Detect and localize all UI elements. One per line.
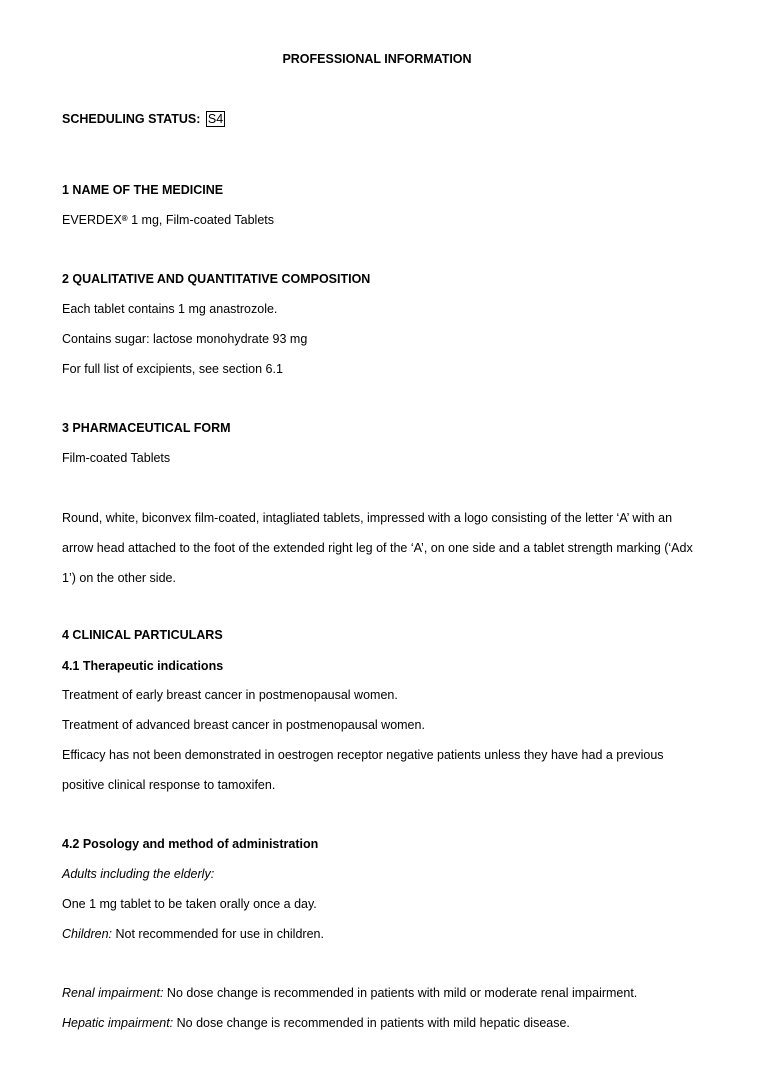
hepatic-impairment [62, 1015, 570, 1031]
indication-line: Treatment of early breast cancer in postmenopausal women. [62, 688, 398, 702]
form-description-line: arrow head attached to the foot of the extended right leg of the ‘A’, on one side and a tablet strength marking (‘Adx [62, 541, 693, 555]
renal-impairment [62, 985, 637, 1001]
indication-line: positive clinical response to tamoxifen. [62, 778, 276, 792]
brand-name: EVERDEX [62, 213, 122, 227]
indication-line: Treatment of advanced breast cancer in postmenopausal women. [62, 718, 425, 732]
page-title: PROFESSIONAL INFORMATION [282, 52, 472, 66]
children-label: Children: [62, 927, 113, 941]
scheduling-value: S4 [207, 112, 224, 126]
section-3-heading: 3 PHARMACEUTICAL FORM [62, 421, 231, 435]
renal-label: Renal impairment: [62, 986, 164, 1000]
pharmaceutical-form: Film-coated Tablets [62, 451, 171, 465]
form-description-line: Round, white, biconvex film-coated, intagliated tablets, impressed with a logo consisting of the letter ‘A’ with an [62, 511, 673, 525]
registered-mark: ® [121, 214, 128, 223]
composition-line: Each tablet contains 1 mg anastrozole. [62, 302, 278, 316]
section-4-heading: 4 CLINICAL PARTICULARS [62, 628, 223, 642]
section-4-2-heading: 4.2 Posology and method of administration [62, 837, 319, 851]
composition-line: For full list of excipients, see section 6.1 [62, 362, 283, 376]
renal-text: No dose change is recommended in patients with mild or moderate renal impairment. [163, 986, 638, 1000]
adults-label: Adults including the elderly: [62, 867, 215, 881]
medicine-name-rest: 1 mg, Film-coated Tablets [127, 213, 275, 227]
section-4-1-heading: 4.1 Therapeutic indications [62, 659, 224, 673]
scheduling-status [62, 111, 225, 127]
children-text: Not recommended for use in children. [112, 927, 324, 941]
section-2-heading: 2 QUALITATIVE AND QUANTITATIVE COMPOSITION [62, 272, 371, 286]
medicine-name [62, 212, 274, 228]
indication-line: Efficacy has not been demonstrated in oestrogen receptor negative patients unless they have had a previous [62, 748, 664, 762]
form-description-line: 1’) on the other side. [62, 571, 176, 585]
adults-dosage: One 1 mg tablet to be taken orally once a day. [62, 897, 317, 911]
hepatic-label: Hepatic impairment: [62, 1016, 174, 1030]
hepatic-text: No dose change is recommended in patients with mild hepatic disease. [173, 1016, 570, 1030]
composition-line: Contains sugar: lactose monohydrate 93 mg [62, 332, 308, 346]
section-1-heading: 1 NAME OF THE MEDICINE [62, 183, 224, 197]
children-dosage [62, 926, 324, 942]
scheduling-label: SCHEDULING STATUS: [62, 112, 201, 126]
